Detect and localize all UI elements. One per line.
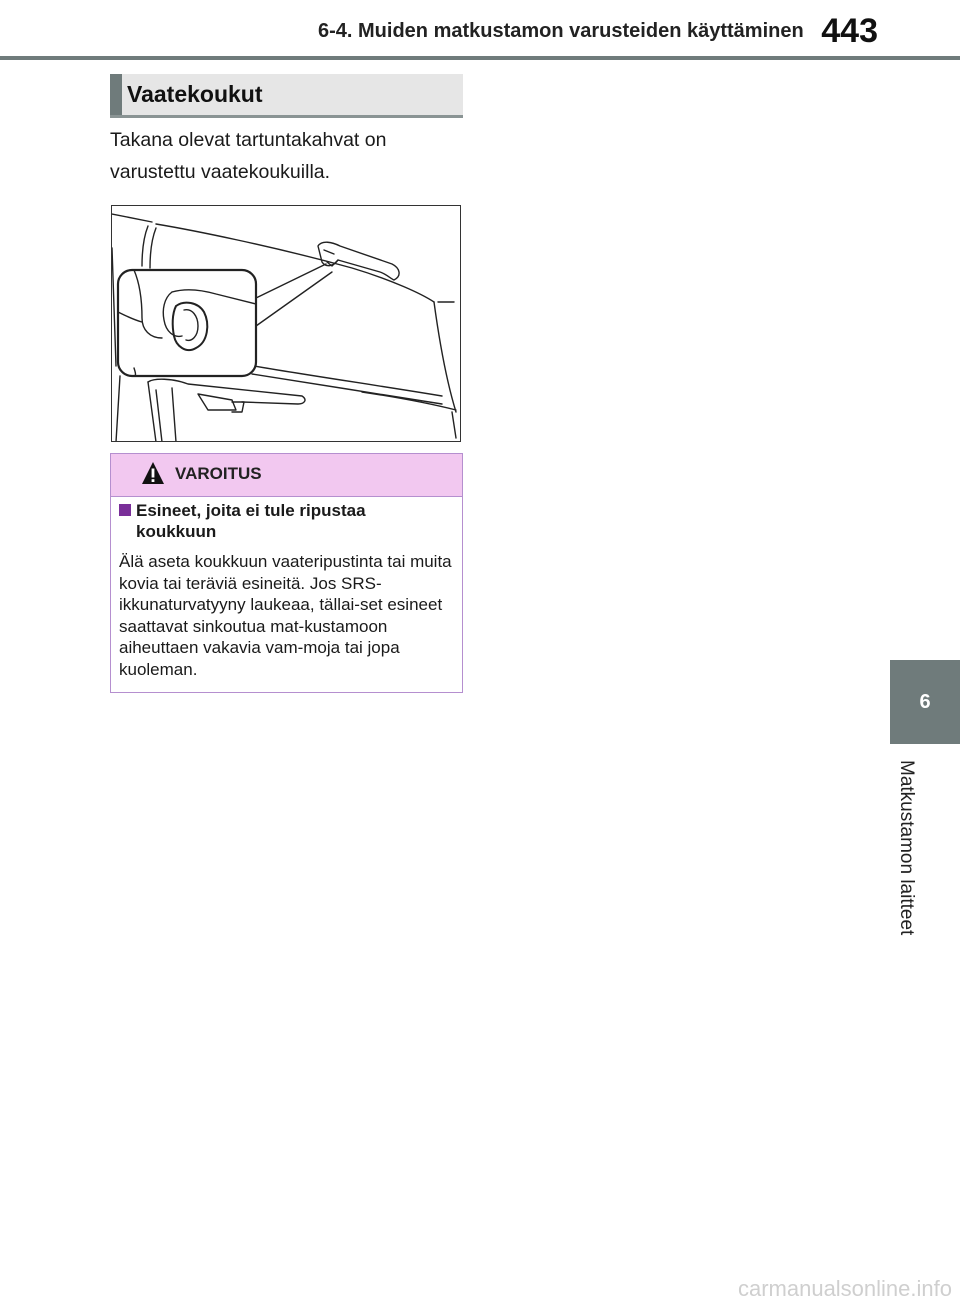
warning-box — [110, 453, 463, 693]
warning-triangle-icon — [141, 460, 165, 486]
warning-title: VAROITUS — [175, 464, 262, 483]
warning-subheading-text: Esineet, joita ei tule ripustaa koukkuun — [136, 501, 366, 541]
section-heading — [110, 74, 463, 118]
square-bullet-icon — [119, 504, 131, 516]
section-body-text: Takana olevat tartuntakahvat on varustettu vaatekoukuilla. — [110, 129, 387, 183]
section-heading-text: Vaatekoukut — [127, 81, 263, 107]
chapter-tab — [890, 660, 960, 744]
coat-hook-drawing — [112, 206, 461, 442]
page-number: 443 — [821, 12, 878, 50]
header-title: 6-4. Muiden matkustamon varusteiden käyttäminen — [318, 20, 804, 42]
warning-body-text: Älä aseta koukkuun vaateripustinta tai muita kovia tai teräviä esineitä. Jos SRS-ikkunaturvatyyny laukeaa, tällai-set esineet saattavat sinkoutua mat-kustamoon aiheuttaen vakavia vam-moja tai jopa kuoleman. — [119, 552, 452, 679]
chapter-number: 6 — [919, 690, 931, 713]
watermark: carmanualsonline.info — [737, 1276, 952, 1301]
header-rule — [0, 56, 960, 60]
warning-subheading — [119, 500, 449, 542]
heading-bar — [110, 74, 122, 115]
chapter-label: Matkustamon laitteet — [896, 760, 917, 936]
warning-header — [111, 454, 462, 497]
coat-hook-illustration — [111, 205, 461, 442]
